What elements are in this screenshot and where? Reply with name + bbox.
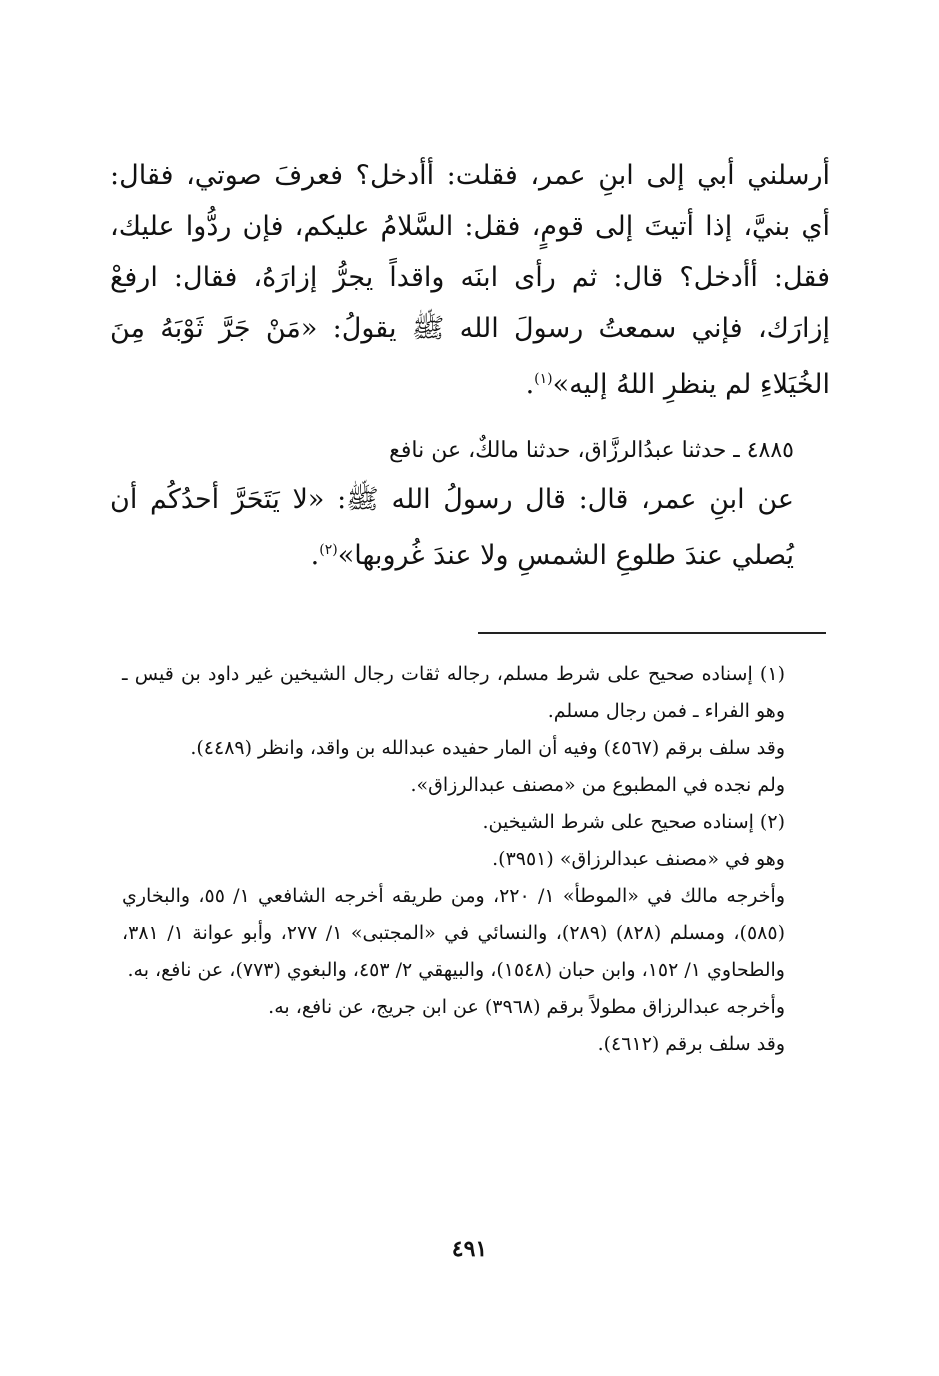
- period-2: .: [310, 540, 320, 571]
- footnote-2-abdurrazzaq: وأخرجه عبدالرزاق مطولاً برقم (٣٩٦٨) عن ابن جريج، عن نافع، به.: [268, 996, 785, 1018]
- footnote-separator: [478, 632, 826, 634]
- footnote-2-takhrij: وأخرجه مالك في «الموطأ» ١/ ٢٢٠، ومن طريقه أخرجه الشافعي ١/ ٥٥، والبخاري (٥٨٥)، ومسلم (٨٢٨) (٢٨٩)، والنسائي في «المجتبى» ١/ ٢٧٧، وأبو عوانة ١/ ٣٨١، والطحاوي ١/ ١٥٢، وابن حبان (١٥٤٨)، والبيهقي ٢/ ٤٥٣، والبغوي (٧٧٣)، عن نافع، به.: [122, 885, 785, 981]
- hadith-number-line: ٤٨٨٥ ـ حدثنا عبدُالرزَّاق، حدثنا مالكٌ، عن نافع: [389, 438, 794, 463]
- main-text: [110, 150, 830, 581]
- hadith-text-2: عن ابنِ عمر، قال: قال رسولُ الله ﷺ: «لا يَتَحَرَّ أحدُكُم أن يُصلي عندَ طلوعِ الشمسِ ولا عندَ غُروبها»: [110, 484, 794, 571]
- footnotes: [122, 656, 819, 1063]
- footnote-1-ref-note: وقد سلف برقم (٤٥٦٧) وفيه أن المار حفيده عبدالله بن واقد، وانظر (٤٤٨٩).: [190, 737, 785, 759]
- footnote-ref-2: (٢): [319, 542, 338, 558]
- footnote-2-cross-ref: وقد سلف برقم (٤٦١٢).: [597, 1033, 785, 1055]
- footnote-1-extra: ولم نجده في المطبوع من «مصنف عبدالرزاق».: [410, 774, 785, 796]
- footnote-2: (٢) إسناده صحيح على شرط الشيخين.: [482, 811, 785, 833]
- footnote-2-source: وهو في «مصنف عبدالرزاق» (٣٩٥١).: [492, 848, 785, 870]
- page-number: ٤٩١: [451, 1236, 488, 1262]
- hadith-text-1: أرسلني أبي إلى ابنِ عمر، فقلت: أأدخل؟ فعرفَ صوتي، فقال: أي بنيَّ، إذا أتيتَ إلى قومٍ، فقل: السَّلامُ عليكم، فإن ردُّوا عليك، فقل: أأدخل؟ قال: ثم رأى ابنَه واقداً يجرُّ إزارَهُ، فقال: ارفعْ إزارَك، فإني سمعتُ رسولَ الله ﷺ يقولُ: «مَنْ جَرَّ ثَوْبَهُ مِنَ الخُيَلاءِ لم ينظرِ اللهُ إليه»: [110, 160, 830, 400]
- footnote-1: (١) إسناده صحيح على شرط مسلم، رجاله ثقات رجال الشيخين غير داود بن قيس ـ وهو الفراء ـ فمن رجال مسلم.: [122, 663, 785, 722]
- period-1: .: [525, 369, 535, 400]
- footnote-ref-1: (١): [534, 371, 553, 387]
- hadith-paragraph-2: [110, 474, 830, 581]
- hadith-paragraph-1: [110, 150, 830, 410]
